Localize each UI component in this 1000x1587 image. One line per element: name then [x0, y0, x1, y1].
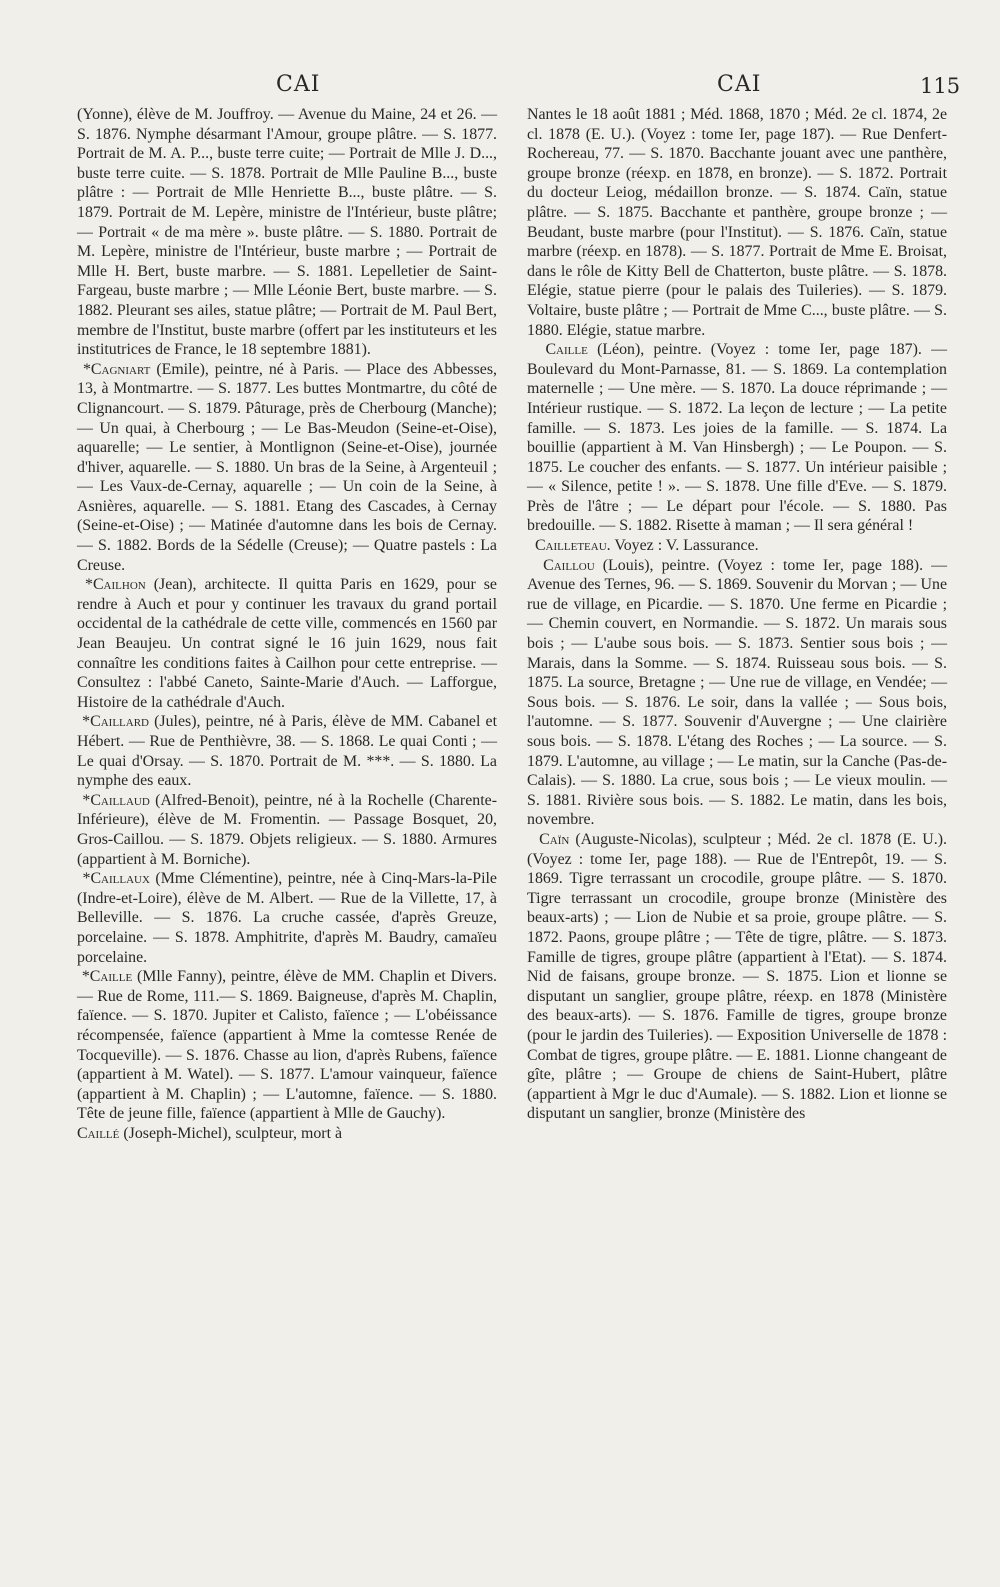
- entry-cailhon: *Cailhon (Jean), architecte. Il quitta Paris en 1629, pour se rendre à Auch et pour y continuer les travaux du grand portail occidental de la cathédrale de cette ville, commencés en 1560 par Jean Beaujeu. Un contrat signé le 16 juin 1629, nous fait connaître les conditions faites à Cailhon pour cette entreprise. — Consultez : l'abbé Caneto, Sainte-Marie d'Auch. — Lafforgue, Histoire de la cathédrale d'Auch.: [77, 576, 497, 711]
- entry-name: Caille: [545, 341, 588, 359]
- entry-cailleteau: Cailleteau. Voyez : V. Lassurance.: [534, 537, 759, 555]
- entry-name: Caïn: [539, 830, 570, 848]
- entry-caillard: *Caillard (Jules), peintre, né à Paris, élève de MM. Cabanel et Hébert. — Rue de Penthièvre, 38. — S. 1868. Le quai Conti ; — Le quai d'Orsay. — S. 1870. Portrait de M. ***. — S. 1880. La nymphe des eaux.: [77, 713, 497, 790]
- entry-caillaux: *Caillaux (Mme Clémentine), peintre, née à Cinq-Mars-la-Pile (Indre-et-Loire), élève de M. Albert. — Rue de la Villette, 17, à Belleville. — S. 1876. La cruche cassée, d'après Greuze, porcelaine. — S. 1878. Amphitrite, d'après M. Baudry, camaïeu porcelaine.: [77, 870, 497, 966]
- page-number: 115: [920, 74, 961, 98]
- entry-continuation: Nantes le 18 août 1881 ; Méd. 1868, 1870 ; Méd. 2e cl. 1874, 2e cl. 1878 (E. U.). (Voyez : tome Ier, page 187). — Rue Denfert-Rochereau, 77. — S. 1870. Bacchante jouant avec une panthère, groupe bronze (réexp. en 1878, en bronze). — S. 1872. Portrait du docteur Leiog, médaillon bronze. — S. 1874. Caïn, statue plâtre. — S. 1875. Bacchante et panthère, groupe bronze ; — Beudant, buste marbre (pour l'Institut). — S. 1876. Caïn, statue marbre (réexp. en 1878). — S. 1877. Portrait de Mme E. Broisat, dans le rôle de Kitty Bell de Chatterton, buste plâtre. — S. 1878. Elégie, statue pierre (pour le palais des Tuileries). — S. 1879. Voltaire, buste plâtre ; — Portrait de Mme C..., buste plâtre. — S. 1880. Elégie, statue marbre.: [527, 106, 947, 339]
- running-head-left: CAI: [276, 72, 321, 97]
- entry-name: Cailhon: [92, 576, 146, 594]
- entry-name: Caille: [89, 968, 133, 986]
- right-column: [527, 105, 947, 1124]
- entry-caille-fanny: *Caille (Mlle Fanny), peintre, élève de MM. Chaplin et Divers. — Rue de Rome, 111.— S. 1869. Baigneuse, d'après M. Chaplin, faïence. — S. 1870. Jupiter et Calisto, faïence ; — L'obéissance récompensée, faïence (appartient à Mme la comtesse Renée de Tocqueville). — S. 1876. Chasse au lion, d'après Rubens, faïence (appartient à M. Watel). — S. 1877. L'amour vainqueur, faïence (appartient à M. Chaplin) ; — L'automne, faïence. — S. 1880. Tête de jeune fille, faïence (appartient à Mlle de Gauchy).: [77, 968, 497, 1123]
- entry-name: Cailleteau: [534, 537, 607, 555]
- entry-continuation: (Yonne), élève de M. Jouffroy. — Avenue du Maine, 24 et 26. — S. 1876. Nymphe désarmant l'Amour, groupe plâtre. — S. 1877. Portrait de M. A. P..., buste terre cuite; — Portrait de Mlle J. D..., buste terre cuite. — S. 1878. Portrait de Mlle Pauline B..., buste plâtre : — Portrait de Mlle Henriette B..., buste plâtre. — S. 1879. Portrait de M. Lepère, ministre de l'Intérieur, buste plâtre; — Portrait « de ma mère ». buste plâtre. — S. 1880. Portrait de M. Lepère, ministre de l'Intérieur, buste marbre ; — Portrait de Mlle H. Bert, buste marbre. — S. 1881. Lepelletier de Saint-Fargeau, buste marbre ; — Mlle Léonie Bert, buste marbre. — S. 1882. Pleurant ses ailes, statue plâtre; — Portrait de M. Paul Bert, membre de l'Institut, buste marbre (offert par les instituteurs et les institutrices de France, le 18 septembre 1881).: [77, 106, 497, 359]
- entry-cain: Caïn (Auguste-Nicolas), sculpteur ; Méd. 2e cl. 1878 (E. U.). (Voyez : tome Ier, page 188). — Rue de l'Entrepôt, 19. — S. 1869. Tigre terrassant un crocodile, groupe plâtre. — S. 1870. Tigre terrassant un crocodile, groupe bronze (Ministère des beaux-arts) ; — Lion de Nubie et sa proie, groupe plâtre. — S. 1872. Paons, groupe plâtre ; — Tête de tigre, plâtre. — S. 1873. Famille de tigres, groupe plâtre (appartient à l'Etat). — S. 1874. Nid de faisans, groupe bronze. — S. 1875. Lion et lionne se disputant un sanglier, groupe plâtre, réexp. en 1878 (Ministère des beaux-arts). — S. 1876. Famille de tigres, groupe bronze (pour le jardin des Tuileries). — Exposition Universelle de 1878 : Combat de tigres, groupe plâtre. — E. 1881. Lionne changeant de gîte, plâtre ; — Groupe de chiens de Saint-Hubert, plâtre (appartient à Mgr le duc d'Aumale). — S. 1882. Lion et lionne se disputant un sanglier, bronze (Ministère des: [527, 830, 947, 1123]
- entry-caille-joseph: Caillé (Joseph-Michel), sculpteur, mort à: [77, 1124, 343, 1142]
- running-head-right: CAI: [717, 72, 762, 97]
- left-column: [77, 105, 497, 1143]
- entry-name: Caillaud: [90, 791, 150, 809]
- entry-caille-leon: Caille (Léon), peintre. (Voyez : tome Ier, page 187). — Boulevard du Mont-Parnasse, 81. — S. 1869. La contemplation maternelle ; — Une mère. — S. 1870. La douce réprimande ; — Intérieur rustique. — S. 1872. La leçon de lecture ; — La petite famille. — S. 1873. Les joies de la famille. — S. 1874. La bouillie (appartient à M. Van Hinsbergh) ; — Le Poupon. — S. 1875. Le coucher des enfants. — S. 1877. Un intérieur paisible ; — « Silence, petite ! ». — S. 1878. Une fille d'Eve. — S. 1879. Près de l'âtre ; — Le départ pour l'école. — S. 1880. Pas bredouille. — S. 1882. Risette à maman ; — Il sera général !: [527, 341, 947, 535]
- entry-name: Caillou: [543, 556, 595, 574]
- entry-name: Cagniart: [90, 360, 151, 378]
- entry-caillaud: *Caillaud (Alfred-Benoit), peintre, né à la Rochelle (Charente-Inférieure), élève de M. Fromentin. — Passage Bosquet, 20, Gros-Caillou. — S. 1879. Objets religieux. — S. 1880. Armures (appartient à M. Borniche).: [77, 791, 497, 868]
- entry-name: Caillard: [90, 713, 149, 731]
- entry-cagniart: *Cagniart (Emile), peintre, né à Paris. — Place des Abbesses, 13, à Montmartre. — S. 1877. Les buttes Montmartre, du côté de Clignancourt. — S. 1879. Pâturage, près de Cherbourg (Manche); — Un quai, à Cherbourg ; — Le Bas-Meudon (Seine-et-Oise), aquarelle; — Le sentier, à Montlignon (Seine-et-Oise), journée d'hiver, aquarelle. — S. 1880. Un bras de la Seine, à Argenteuil ; — Les Vaux-de-Cernay, aquarelle ; — Un coin de la Seine, à Asnières, aquarelle. — S. 1881. Etang des Cascades, à Cernay (Seine-et-Oise) ; — Matinée d'automne dans les bois de Cernay. — S. 1882. Bords de la Sédelle (Creuse); — Quatre pastels : La Creuse.: [77, 360, 497, 574]
- entry-name: Caillaux: [90, 870, 150, 888]
- entry-caillou: Caillou (Louis), peintre. (Voyez : tome Ier, page 188). — Avenue des Ternes, 96. — S. 1869. Souvenir du Morvan ; — Une rue de village, en Picardie. — S. 1870. Une ferme en Picardie ; — Chemin couvert, en Normandie. — S. 1872. Un marais sous bois ; — L'aube sous bois. — S. 1873. Sentier sous bois ; — Marais, dans la Somme. — S. 1874. Ruisseau sous bois. — S. 1875. La source, Bretagne ; — Une rue de village, en Vendée; — Sous bois. — S. 1876. Le soir, dans la vallée ; — Sous bois, l'automne. — S. 1877. Souvenir d'Auvergne ; — Une clairière sous bois. — S. 1878. L'étang des Roches ; — La source. — S. 1879. L'automne, au village ; — Le matin, sur la Canche (Pas-de-Calais). — S. 1880. La crue, sous bois ; — Le vieux moulin. — S. 1881. Rivière sous bois. — S. 1882. Le matin, dans les bois, novembre.: [527, 556, 947, 829]
- entry-name: Caillé: [77, 1124, 120, 1142]
